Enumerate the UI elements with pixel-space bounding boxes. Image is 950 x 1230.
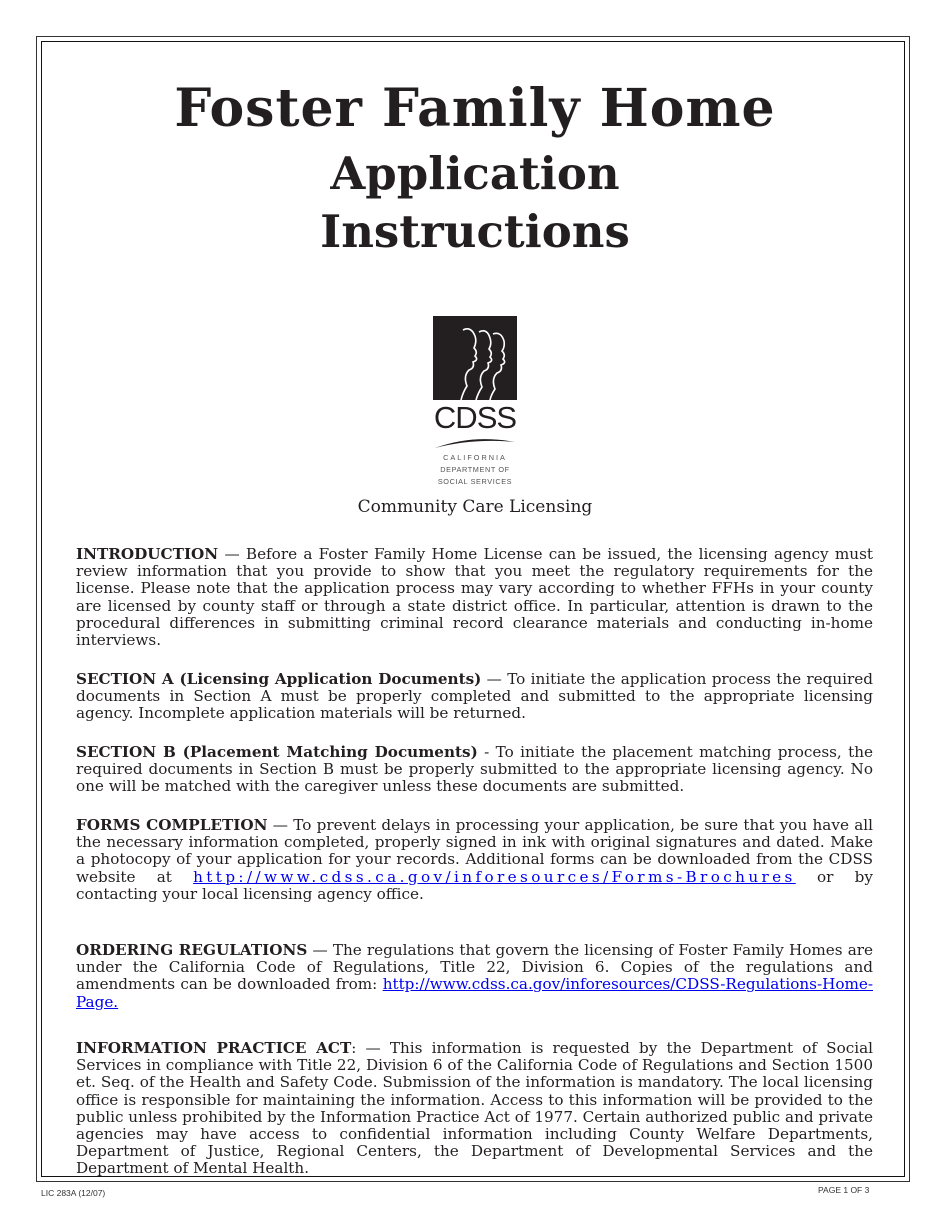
logo-swoosh-icon [433, 436, 517, 450]
section-b-paragraph [76, 744, 873, 796]
forms-completion-section [76, 817, 873, 903]
logo-sub-department: DEPARTMENT OF [440, 465, 510, 474]
information-practice-act-paragraph [76, 1040, 873, 1178]
forms-completion-text-after: or by contacting your local licensing agency office. [76, 867, 873, 903]
regulations-link[interactable]: http://www.cdss.ca.gov/inforesources/CDSS-Regulations-Home-Page. [76, 975, 873, 1011]
information-practice-act-text: : — This information is requested by the Department of Social Services in compliance with Title 22, Division 6 of the California Code of Regulations and Section 1500 et. Seq. of the Health and Safety Code. Submission of the information is mandatory. The local licensing office is responsible for maintaining the information. Access to this information will be provided to the public unless prohibited by the Information Practice Act of 1977. Certain authorized public and private agencies may have access to confidential information including County Welfare Departments, Department of Justice, Regional Centers, the Department of Developmental Services and the Department of Mental Health. [76, 1039, 873, 1178]
cdss-logo [433, 316, 517, 486]
introduction-heading: INTRODUCTION [76, 545, 219, 563]
information-practice-act-section [76, 1040, 873, 1178]
page-subtitle-line2: Instructions [320, 205, 630, 258]
section-a-heading: SECTION A (Licensing Application Documents) [76, 670, 482, 688]
section-b-heading: SECTION B (Placement Matching Documents) [76, 743, 478, 761]
forms-completion-paragraph [76, 817, 873, 903]
page-subtitle-line1: Application [330, 147, 620, 200]
page-title: Foster Family Home [174, 78, 776, 139]
logo-sub-california: CALIFORNIA [443, 453, 507, 462]
logo-sub-social-services: SOCIAL SERVICES [437, 477, 513, 486]
section-a [76, 671, 873, 723]
information-practice-act-heading: INFORMATION PRACTICE ACT [76, 1039, 352, 1057]
forms-completion-text: — To prevent delays in processing your application, be sure that you have all the necessary information completed, properly signed in ink with original signatures and dated. Make a photocopy of your application for your records. Additional forms can be downloaded from the CDSS website at [76, 816, 873, 886]
ordering-regulations-heading: ORDERING REGULATIONS [76, 941, 308, 959]
ordering-regulations-section [76, 942, 873, 1011]
section-a-paragraph [76, 671, 873, 723]
forms-completion-heading: FORMS COMPLETION [76, 816, 268, 834]
page-number: PAGE 1 OF 3 [818, 1185, 870, 1195]
section-b [76, 744, 873, 796]
cdss-faces-logo-icon [433, 316, 517, 400]
introduction-text: — Before a Foster Family Home License can be issued, the licensing agency must review information that you provide to show that you meet the regulatory requirements for the license. Please note that the application process may vary according to whether FFHs in your county are licensed by county staff or through a state district office. In particular, attention is drawn to the procedural differences in submitting criminal record clearance materials and conducting in-home interviews. [76, 545, 873, 650]
section-a-text: — To initiate the application process the required documents in Section A must be properly completed and submitted to the appropriate licensing agency. Incomplete application materials will be returned. [76, 670, 874, 723]
ordering-regulations-paragraph [76, 942, 873, 1011]
ordering-regulations-text: — The regulations that govern the licensing of Foster Family Homes are under the California Code of Regulations, Title 22, Division 6. Copies of the regulations and amendments can be downloaded from: [76, 941, 873, 994]
introduction-section [76, 546, 873, 649]
section-b-text: - To initiate the placement matching process, the required documents in Section B must be properly submitted to the appropriate licensing agency. No one will be matched with the caregiver unless these documents are submitted. [76, 743, 873, 796]
division-name: Community Care Licensing [357, 497, 593, 517]
form-number: LIC 283A (12/07) [41, 1188, 106, 1198]
logo-acronym: CDSS [433, 400, 517, 435]
forms-brochures-link[interactable]: http://www.cdss.ca.gov/inforesources/Forms-Brochures [193, 867, 796, 886]
introduction-paragraph [76, 546, 873, 649]
